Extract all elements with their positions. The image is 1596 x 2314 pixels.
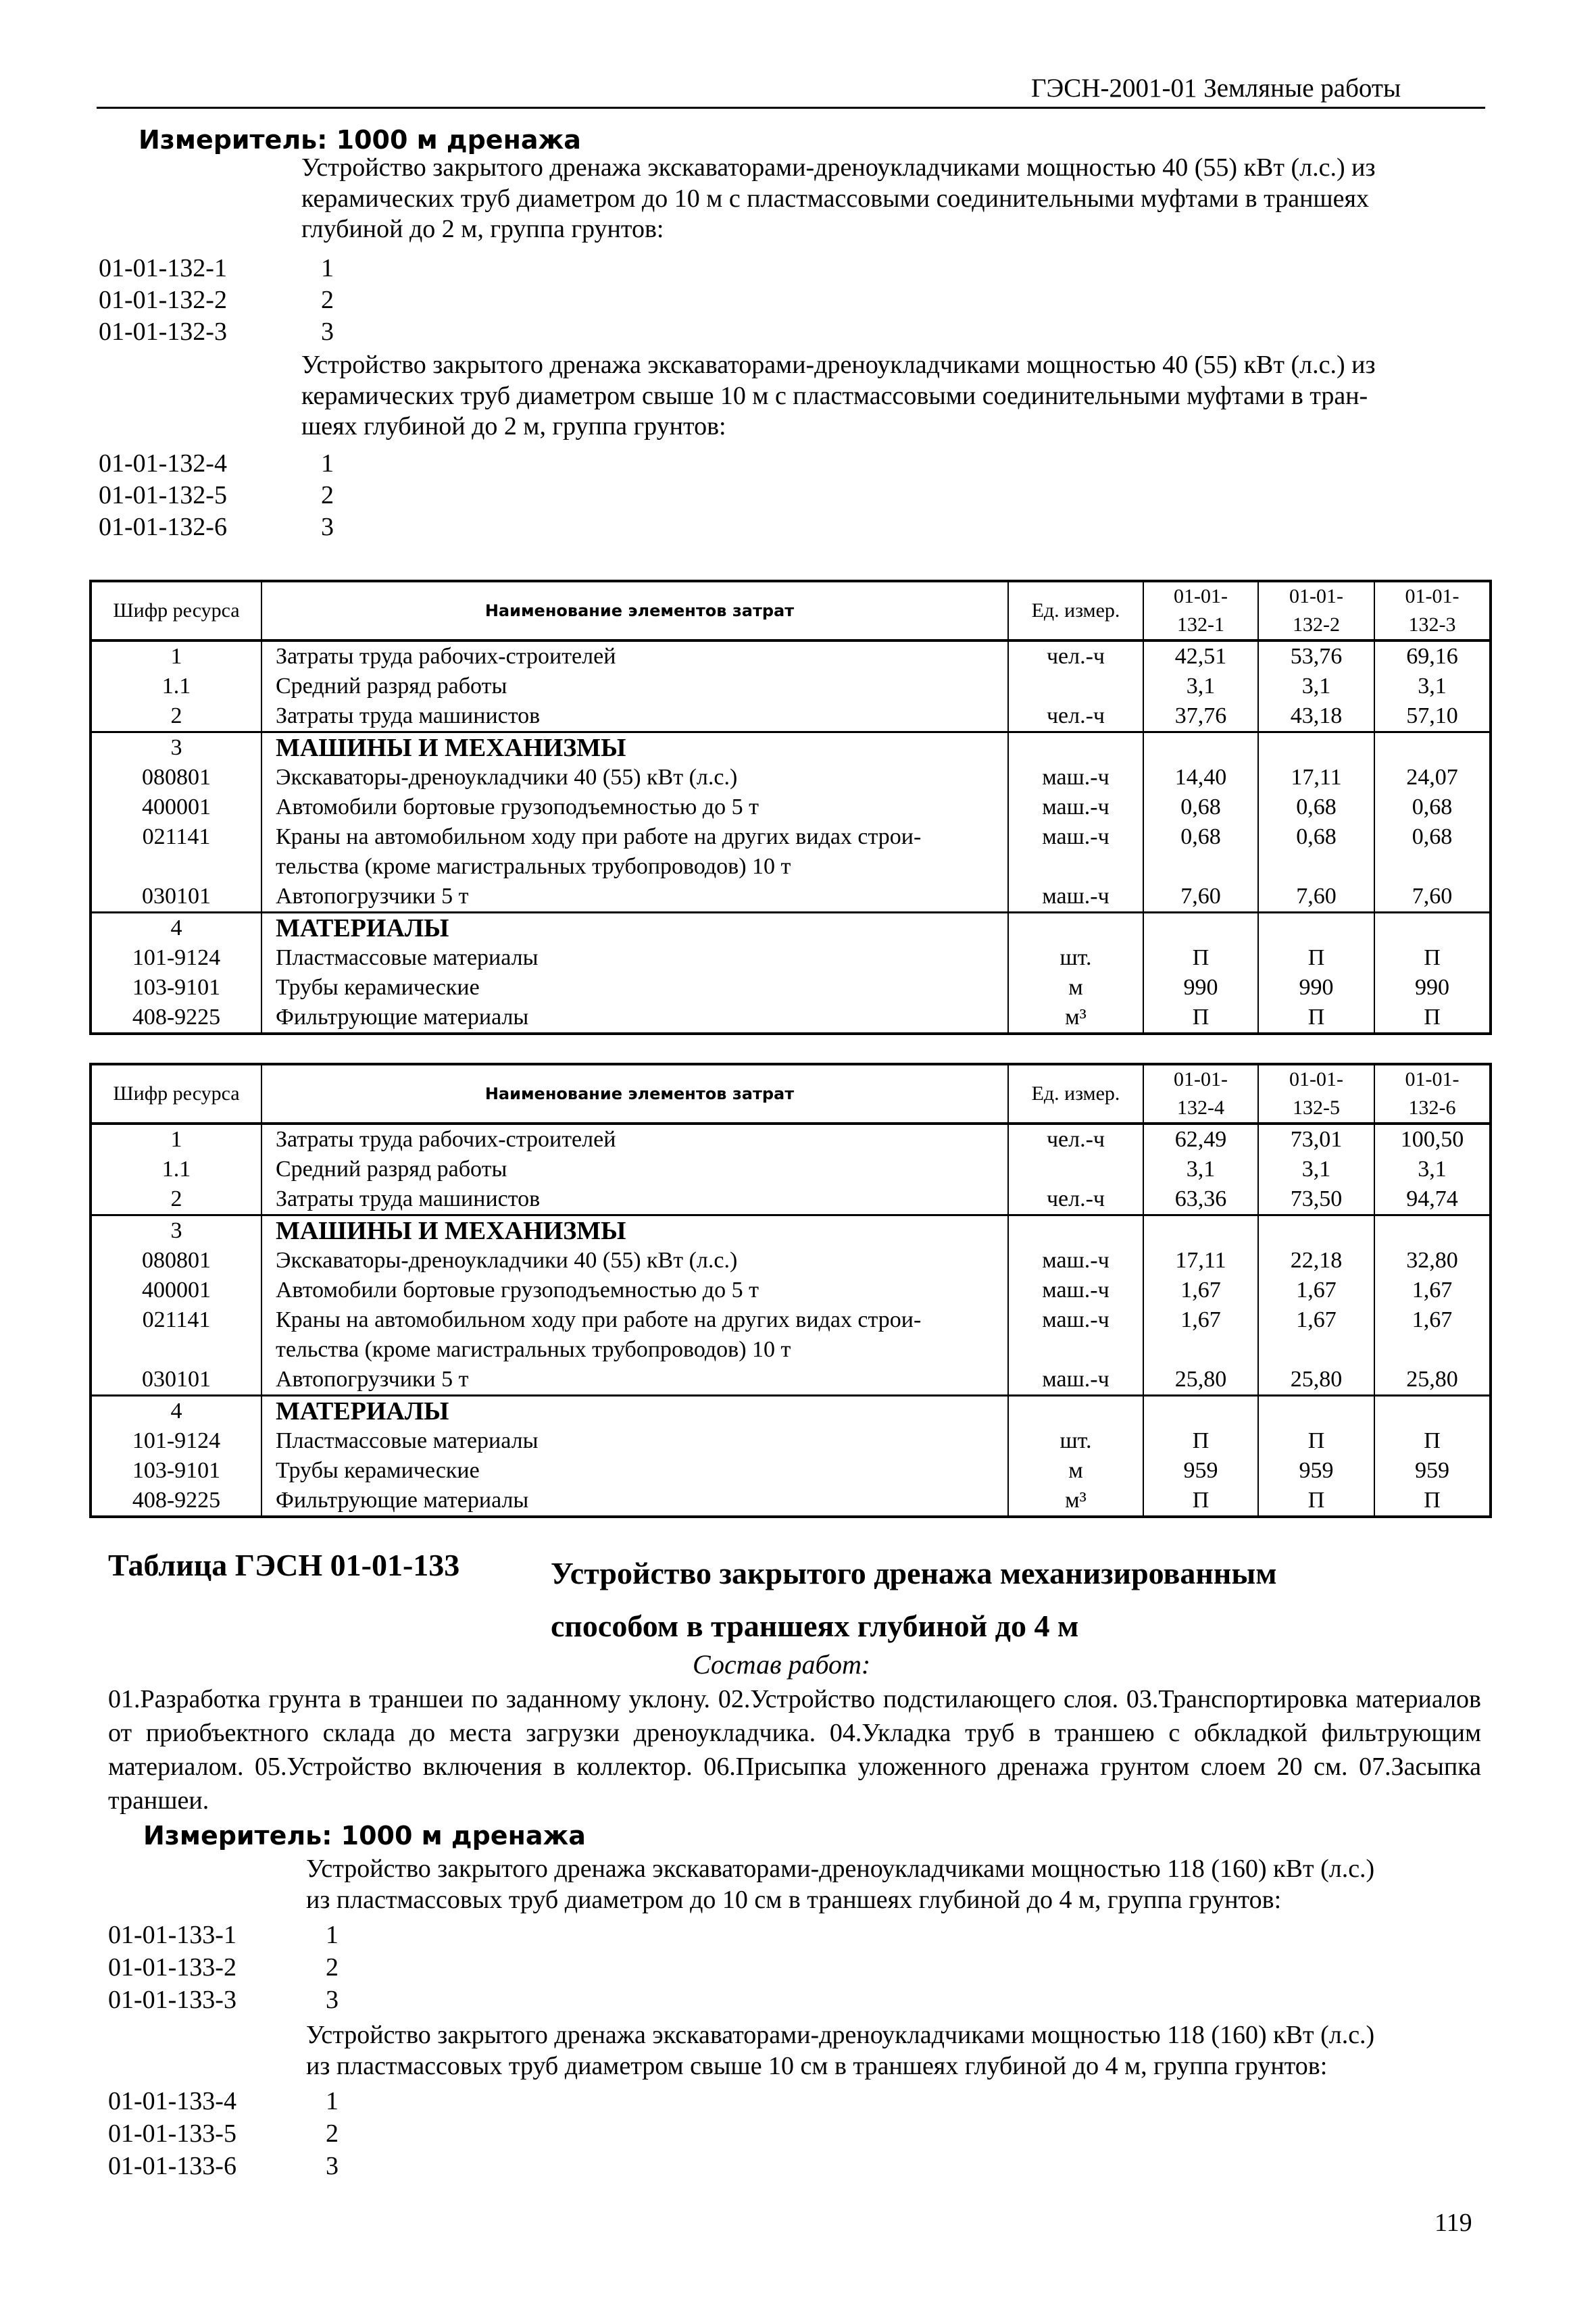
norm-value: П bbox=[1143, 1003, 1258, 1034]
resource-code: 103-9101 bbox=[91, 973, 261, 1003]
norm-value: 0,68 bbox=[1143, 822, 1258, 852]
cost-element-name: тельства (кроме магистральных трубопроводов) 10 т bbox=[261, 1335, 1008, 1365]
cost-element-name: Пластмассовые материалы bbox=[261, 1426, 1008, 1456]
norm-value bbox=[1143, 913, 1258, 944]
norm-code: 01-01-132-4 bbox=[99, 449, 227, 478]
table-row bbox=[91, 882, 1491, 913]
page-number: 119 bbox=[1435, 2209, 1472, 2237]
cost-element-name: Затраты труда машинистов bbox=[261, 701, 1008, 732]
resource-code: 1 bbox=[91, 640, 261, 672]
header-unit: Ед. измер. bbox=[1008, 581, 1143, 640]
norm-value: П bbox=[1424, 1428, 1441, 1453]
norm-value: 94,74 bbox=[1374, 1184, 1491, 1215]
norm-value: П bbox=[1424, 945, 1441, 970]
norm-value bbox=[1143, 1335, 1258, 1365]
resource-code: 2 bbox=[91, 1184, 261, 1215]
description-line: шеях глубиной до 2 м, группа грунтов: bbox=[301, 412, 726, 441]
unit: маш.-ч bbox=[1008, 1276, 1143, 1305]
cost-element-name: Экскаваторы-дреноукладчики 40 (55) кВт (л.с.) bbox=[261, 1246, 1008, 1276]
soil-group: 2 bbox=[321, 481, 334, 509]
description-line: Устройство закрытого дренажа экскаваторами-дреноукладчиками мощностью 40 (55) кВт (л.с.) из bbox=[301, 153, 1376, 182]
section-title-row bbox=[91, 732, 1491, 763]
norm-value: 0,68 bbox=[1412, 824, 1453, 849]
meter-label: Измеритель: 1000 м дренажа bbox=[139, 125, 581, 155]
norm-value: 959 bbox=[1415, 1458, 1449, 1483]
unit: чел.-ч bbox=[1008, 640, 1143, 672]
norm-value: 3,1 bbox=[1258, 1155, 1374, 1184]
norm-value: 7,60 bbox=[1258, 882, 1374, 913]
header-norm-line: 132-6 bbox=[1408, 1097, 1456, 1119]
resource-code bbox=[91, 1335, 261, 1365]
description-line: из пластмассовых труб диаметром до 10 см в траншеях глубиной до 4 м, группа грунтов: bbox=[306, 1885, 1282, 1914]
norm-value: 990 bbox=[1415, 975, 1449, 1000]
norm-code: 01-01-133-4 bbox=[108, 2087, 236, 2115]
resource-code: 4 bbox=[91, 1396, 261, 1427]
norm-value: 0,68 bbox=[1143, 793, 1258, 822]
soil-group: 3 bbox=[326, 2152, 339, 2180]
cost-element-name: Затраты труда машинистов bbox=[261, 1184, 1008, 1215]
works-composition-label: Состав работ: bbox=[693, 1649, 871, 1680]
description-line: керамических труб диаметром до 10 м с пластмассовыми соединительными муфтами в траншеях bbox=[301, 184, 1370, 213]
header-norm-line: 132-1 bbox=[1177, 613, 1224, 636]
resource-code: 1.1 bbox=[91, 672, 261, 701]
table-row bbox=[91, 1124, 1491, 1155]
header-norm-column bbox=[1374, 1064, 1491, 1124]
norm-code: 01-01-133-3 bbox=[108, 1986, 236, 2014]
norm-value bbox=[1374, 1396, 1491, 1427]
norm-value: 1,67 bbox=[1258, 1305, 1374, 1335]
norm-value: П bbox=[1143, 943, 1258, 973]
unit: маш.-ч bbox=[1008, 882, 1143, 913]
header-cost-element: Наименование элементов затрат bbox=[261, 581, 1008, 640]
description-line: Устройство закрытого дренажа экскаваторами-дреноукладчиками мощностью 118 (160) кВт (л.с.) bbox=[306, 2021, 1375, 2049]
norm-value: П bbox=[1258, 943, 1374, 973]
resource-code: 080801 bbox=[91, 763, 261, 793]
norm-value: 1,67 bbox=[1412, 1307, 1453, 1332]
resource-code: 1 bbox=[91, 1124, 261, 1155]
norm-value: 73,01 bbox=[1258, 1124, 1374, 1155]
table-row bbox=[91, 822, 1491, 852]
norm-value: 43,18 bbox=[1258, 701, 1374, 732]
description-a bbox=[306, 1854, 1374, 1915]
cost-element-name: МАТЕРИАЛЫ bbox=[261, 1396, 1008, 1427]
norm-value bbox=[1258, 913, 1374, 944]
header-resource-code: Шифр ресурса bbox=[91, 1064, 261, 1124]
header-norm-line: 01-01- bbox=[1174, 1068, 1228, 1090]
table-title-text bbox=[551, 1547, 1277, 1653]
norm-value: 25,80 bbox=[1258, 1365, 1374, 1396]
cost-element-name: Трубы керамические bbox=[261, 973, 1008, 1003]
unit: м bbox=[1008, 973, 1143, 1003]
description-b bbox=[306, 2020, 1374, 2082]
norm-value: 42,51 bbox=[1143, 640, 1258, 672]
resource-code: 030101 bbox=[91, 1365, 261, 1396]
cost-element-name: Трубы керамические bbox=[261, 1456, 1008, 1486]
norm-value: 63,36 bbox=[1143, 1184, 1258, 1215]
unit bbox=[1008, 1215, 1143, 1247]
header-norm-line: 01-01- bbox=[1174, 585, 1228, 607]
unit bbox=[1008, 852, 1143, 882]
table-row bbox=[91, 852, 1491, 882]
table-row bbox=[91, 973, 1491, 1003]
norm-value: 3,1 bbox=[1143, 1155, 1258, 1184]
cost-element-name: Фильтрующие материалы bbox=[261, 1003, 1008, 1034]
norm-value: П bbox=[1258, 1486, 1374, 1517]
resource-code: 1.1 bbox=[91, 1155, 261, 1184]
description-b bbox=[301, 350, 1375, 443]
header-norm-line: 132-5 bbox=[1293, 1097, 1340, 1119]
norm-value bbox=[1258, 852, 1374, 882]
norm-code: 01-01-133-1 bbox=[108, 1921, 236, 1949]
table-row bbox=[91, 1305, 1491, 1335]
soil-group: 1 bbox=[321, 449, 334, 478]
norm-value bbox=[1143, 1215, 1258, 1247]
norm-value: 990 bbox=[1258, 973, 1374, 1003]
table-row bbox=[91, 793, 1491, 822]
cost-element-name: Краны на автомобильном ходу при работе на других видах строи- bbox=[261, 822, 1008, 852]
resource-code: 101-9124 bbox=[91, 943, 261, 973]
cost-element-name: МАШИНЫ И МЕХАНИЗМЫ bbox=[261, 732, 1008, 763]
cost-element-name: Автопогрузчики 5 т bbox=[261, 1365, 1008, 1396]
norm-value: П bbox=[1424, 1488, 1441, 1513]
resource-code: 080801 bbox=[91, 1246, 261, 1276]
norm-value: 0,68 bbox=[1412, 795, 1453, 820]
norm-value: 25,80 bbox=[1374, 1365, 1491, 1396]
table-title-line: способом в траншеях глубиной до 4 м bbox=[551, 1609, 1079, 1643]
soil-group: 1 bbox=[326, 1921, 339, 1949]
header-rule bbox=[97, 107, 1485, 109]
works-composition-text: 01.Разработка грунта в траншеи по заданному уклону. 02.Устройство подстилающего слоя. 03.Транспортировка материалов от приобъектного склада до места загрузки дреноукладчика. 04.Укладка труб в траншею с обкладкой фильтрующим материалом. 05.Устройство включения в коллектор. 06.Присыпка уложенного дренажа грунтом слоем 20 см. 07.Засыпка траншеи. bbox=[108, 1685, 1481, 1815]
resource-code: 3 bbox=[91, 1215, 261, 1247]
description-line: глубиной до 2 м, группа грунтов: bbox=[301, 215, 664, 243]
norm-value bbox=[1258, 1215, 1374, 1247]
table-row bbox=[91, 672, 1491, 701]
description-a bbox=[301, 153, 1375, 245]
norm-value: 62,49 bbox=[1143, 1124, 1258, 1155]
resource-code: 400001 bbox=[91, 793, 261, 822]
unit bbox=[1008, 732, 1143, 763]
unit: маш.-ч bbox=[1008, 1246, 1143, 1276]
table-row bbox=[91, 1335, 1491, 1365]
norm-value: 959 bbox=[1143, 1456, 1258, 1486]
norm-value bbox=[1374, 732, 1491, 763]
header-unit: Ед. измер. bbox=[1008, 1064, 1143, 1124]
resource-code: 4 bbox=[91, 913, 261, 944]
cost-element-name: Автомобили бортовые грузоподъемностью до 5 т bbox=[261, 1276, 1008, 1305]
resource-table-132-1-3 bbox=[89, 580, 1492, 1035]
norm-code: 01-01-133-6 bbox=[108, 2152, 236, 2180]
unit: шт. bbox=[1008, 943, 1143, 973]
table-title-code: Таблица ГЭСН 01-01-133 bbox=[108, 1548, 460, 1582]
resource-code bbox=[91, 852, 261, 882]
cost-element-name: Средний разряд работы bbox=[261, 1155, 1008, 1184]
unit: маш.-ч bbox=[1008, 763, 1143, 793]
norm-value: 17,11 bbox=[1143, 1246, 1258, 1276]
section-title-row bbox=[91, 913, 1491, 944]
unit: шт. bbox=[1008, 1426, 1143, 1456]
resource-code: 030101 bbox=[91, 882, 261, 913]
unit: маш.-ч bbox=[1008, 822, 1143, 852]
norm-value: 32,80 bbox=[1406, 1248, 1458, 1273]
soil-group: 2 bbox=[326, 2119, 339, 2148]
header-cost-element: Наименование элементов затрат bbox=[261, 1064, 1008, 1124]
header-norm-line: 01-01- bbox=[1405, 1068, 1460, 1090]
header-norm-line: 132-3 bbox=[1408, 613, 1456, 636]
table-header-row bbox=[91, 1064, 1491, 1124]
norm-value: П bbox=[1143, 1486, 1258, 1517]
table-row bbox=[91, 1003, 1491, 1034]
section-title-row bbox=[91, 1396, 1491, 1427]
norm-value: 22,18 bbox=[1258, 1246, 1374, 1276]
norm-value bbox=[1143, 852, 1258, 882]
table-row bbox=[91, 1276, 1491, 1305]
norm-value: 0,68 bbox=[1258, 822, 1374, 852]
table-row bbox=[91, 701, 1491, 732]
table-header-row bbox=[91, 581, 1491, 640]
norm-code: 01-01-133-5 bbox=[108, 2119, 236, 2148]
resource-code: 021141 bbox=[91, 822, 261, 852]
unit: чел.-ч bbox=[1008, 701, 1143, 732]
norm-value bbox=[1374, 852, 1491, 882]
description-line: керамических труб диаметром свыше 10 м с пластмассовыми соединительными муфтами в тран- bbox=[301, 381, 1368, 410]
header-norm-line: 01-01- bbox=[1405, 585, 1460, 607]
soil-group: 2 bbox=[321, 286, 334, 314]
unit bbox=[1008, 1396, 1143, 1427]
unit bbox=[1008, 1155, 1143, 1184]
norm-code: 01-01-132-2 bbox=[99, 286, 227, 314]
table-row bbox=[91, 1184, 1491, 1215]
norm-value: 3,1 bbox=[1418, 674, 1447, 699]
norm-code: 01-01-132-5 bbox=[99, 481, 227, 509]
soil-group: 3 bbox=[326, 1986, 339, 2014]
norm-value: 1,67 bbox=[1143, 1276, 1258, 1305]
norm-value bbox=[1374, 1215, 1491, 1247]
unit: маш.-ч bbox=[1008, 793, 1143, 822]
norm-code: 01-01-133-2 bbox=[108, 1953, 236, 1982]
norm-value bbox=[1143, 732, 1258, 763]
norm-value: 100,50 bbox=[1400, 1127, 1464, 1152]
table-row bbox=[91, 1155, 1491, 1184]
norm-value: 14,40 bbox=[1143, 763, 1258, 793]
unit: чел.-ч bbox=[1008, 1124, 1143, 1155]
table-title-line: Устройство закрытого дренажа механизированным bbox=[551, 1556, 1277, 1590]
resource-code: 408-9225 bbox=[91, 1003, 261, 1034]
norm-value: П bbox=[1143, 1426, 1258, 1456]
cost-element-name: Пластмассовые материалы bbox=[261, 943, 1008, 973]
norm-value bbox=[1258, 732, 1374, 763]
norm-value: П bbox=[1258, 1426, 1374, 1456]
norm-value: 37,76 bbox=[1143, 701, 1258, 732]
norm-value: 24,07 bbox=[1406, 765, 1458, 790]
norm-value bbox=[1258, 1335, 1374, 1365]
header-norm-column bbox=[1258, 1064, 1374, 1124]
cost-element-name: Автопогрузчики 5 т bbox=[261, 882, 1008, 913]
norm-value: П bbox=[1258, 1003, 1374, 1034]
norm-code: 01-01-132-3 bbox=[99, 318, 227, 346]
norm-value: 959 bbox=[1258, 1456, 1374, 1486]
norm-value: 25,80 bbox=[1143, 1365, 1258, 1396]
header-norm-column bbox=[1143, 581, 1258, 640]
meter-label: Измеритель: 1000 м дренажа bbox=[143, 1821, 586, 1851]
table-row bbox=[91, 1246, 1491, 1276]
norm-value: 7,60 bbox=[1374, 882, 1491, 913]
norm-value: 57,10 bbox=[1374, 701, 1491, 732]
cost-element-name: МАТЕРИАЛЫ bbox=[261, 913, 1008, 944]
cost-element-name: Средний разряд работы bbox=[261, 672, 1008, 701]
table-row bbox=[91, 1456, 1491, 1486]
soil-group: 2 bbox=[326, 1953, 339, 1982]
description-line: Устройство закрытого дренажа экскаваторами-дреноукладчиками мощностью 40 (55) кВт (л.с.) из bbox=[301, 351, 1376, 379]
header-norm-line: 01-01- bbox=[1289, 585, 1343, 607]
resource-table-132-4-6 bbox=[89, 1063, 1492, 1518]
norm-value: 990 bbox=[1143, 973, 1258, 1003]
norm-value bbox=[1374, 1335, 1491, 1365]
table-row bbox=[91, 1365, 1491, 1396]
cost-element-name: Краны на автомобильном ходу при работе на других видах строи- bbox=[261, 1305, 1008, 1335]
description-line: Устройство закрытого дренажа экскаваторами-дреноукладчиками мощностью 118 (160) кВт (л.с.) bbox=[306, 1855, 1375, 1883]
soil-group: 3 bbox=[321, 513, 334, 541]
norm-value bbox=[1143, 1396, 1258, 1427]
norm-value: 7,60 bbox=[1143, 882, 1258, 913]
soil-group: 1 bbox=[321, 254, 334, 282]
norm-value: 1,67 bbox=[1143, 1305, 1258, 1335]
norm-code: 01-01-132-6 bbox=[99, 513, 227, 541]
cost-element-name: тельства (кроме магистральных трубопроводов) 10 т bbox=[261, 852, 1008, 882]
table-row bbox=[91, 640, 1491, 672]
cost-element-name: Затраты труда рабочих-строителей bbox=[261, 1124, 1008, 1155]
cost-element-name: Автомобили бортовые грузоподъемностью до 5 т bbox=[261, 793, 1008, 822]
header-norm-column bbox=[1374, 581, 1491, 640]
resource-code: 408-9225 bbox=[91, 1486, 261, 1517]
unit: м³ bbox=[1008, 1486, 1143, 1517]
table-row bbox=[91, 1426, 1491, 1456]
cost-element-name: Экскаваторы-дреноукладчики 40 (55) кВт (л.с.) bbox=[261, 763, 1008, 793]
resource-code: 400001 bbox=[91, 1276, 261, 1305]
unit bbox=[1008, 672, 1143, 701]
unit bbox=[1008, 913, 1143, 944]
norm-code: 01-01-132-1 bbox=[99, 254, 227, 282]
running-header: ГЭСН-2001-01 Земляные работы bbox=[1031, 74, 1401, 103]
resource-code: 021141 bbox=[91, 1305, 261, 1335]
norm-value: 0,68 bbox=[1258, 793, 1374, 822]
norm-value: 17,11 bbox=[1258, 763, 1374, 793]
soil-group: 1 bbox=[326, 2087, 339, 2115]
cost-element-name: Фильтрующие материалы bbox=[261, 1486, 1008, 1517]
norm-value: 3,1 bbox=[1143, 672, 1258, 701]
header-resource-code: Шифр ресурса bbox=[91, 581, 261, 640]
unit: маш.-ч bbox=[1008, 1305, 1143, 1335]
header-norm-line: 132-2 bbox=[1293, 613, 1340, 636]
header-norm-column bbox=[1143, 1064, 1258, 1124]
cost-element-name: МАШИНЫ И МЕХАНИЗМЫ bbox=[261, 1215, 1008, 1247]
soil-group: 3 bbox=[321, 318, 334, 346]
header-norm-line: 01-01- bbox=[1289, 1068, 1343, 1090]
table-row bbox=[91, 1486, 1491, 1517]
norm-value: 73,50 bbox=[1258, 1184, 1374, 1215]
norm-value: 3,1 bbox=[1258, 672, 1374, 701]
resource-code: 3 bbox=[91, 732, 261, 763]
header-norm-line: 132-4 bbox=[1177, 1097, 1224, 1119]
resource-code: 103-9101 bbox=[91, 1456, 261, 1486]
norm-value: 1,67 bbox=[1412, 1278, 1453, 1303]
unit: маш.-ч bbox=[1008, 1365, 1143, 1396]
table-row bbox=[91, 763, 1491, 793]
norm-value bbox=[1374, 913, 1491, 944]
header-norm-column bbox=[1258, 581, 1374, 640]
table-row bbox=[91, 943, 1491, 973]
norm-value: П bbox=[1424, 1005, 1441, 1030]
resource-code: 101-9124 bbox=[91, 1426, 261, 1456]
unit bbox=[1008, 1335, 1143, 1365]
unit: м³ bbox=[1008, 1003, 1143, 1034]
norm-value bbox=[1258, 1396, 1374, 1427]
norm-value: 3,1 bbox=[1418, 1157, 1447, 1182]
description-line: из пластмассовых труб диаметром свыше 10 см в траншеях глубиной до 4 м, группа грунтов: bbox=[306, 2051, 1328, 2080]
norm-value: 53,76 bbox=[1258, 640, 1374, 672]
section-title-row bbox=[91, 1215, 1491, 1247]
unit: чел.-ч bbox=[1008, 1184, 1143, 1215]
unit: м bbox=[1008, 1456, 1143, 1486]
norm-value: 1,67 bbox=[1258, 1276, 1374, 1305]
norm-value: 69,16 bbox=[1406, 644, 1458, 669]
cost-element-name: Затраты труда рабочих-строителей bbox=[261, 640, 1008, 672]
resource-code: 2 bbox=[91, 701, 261, 732]
